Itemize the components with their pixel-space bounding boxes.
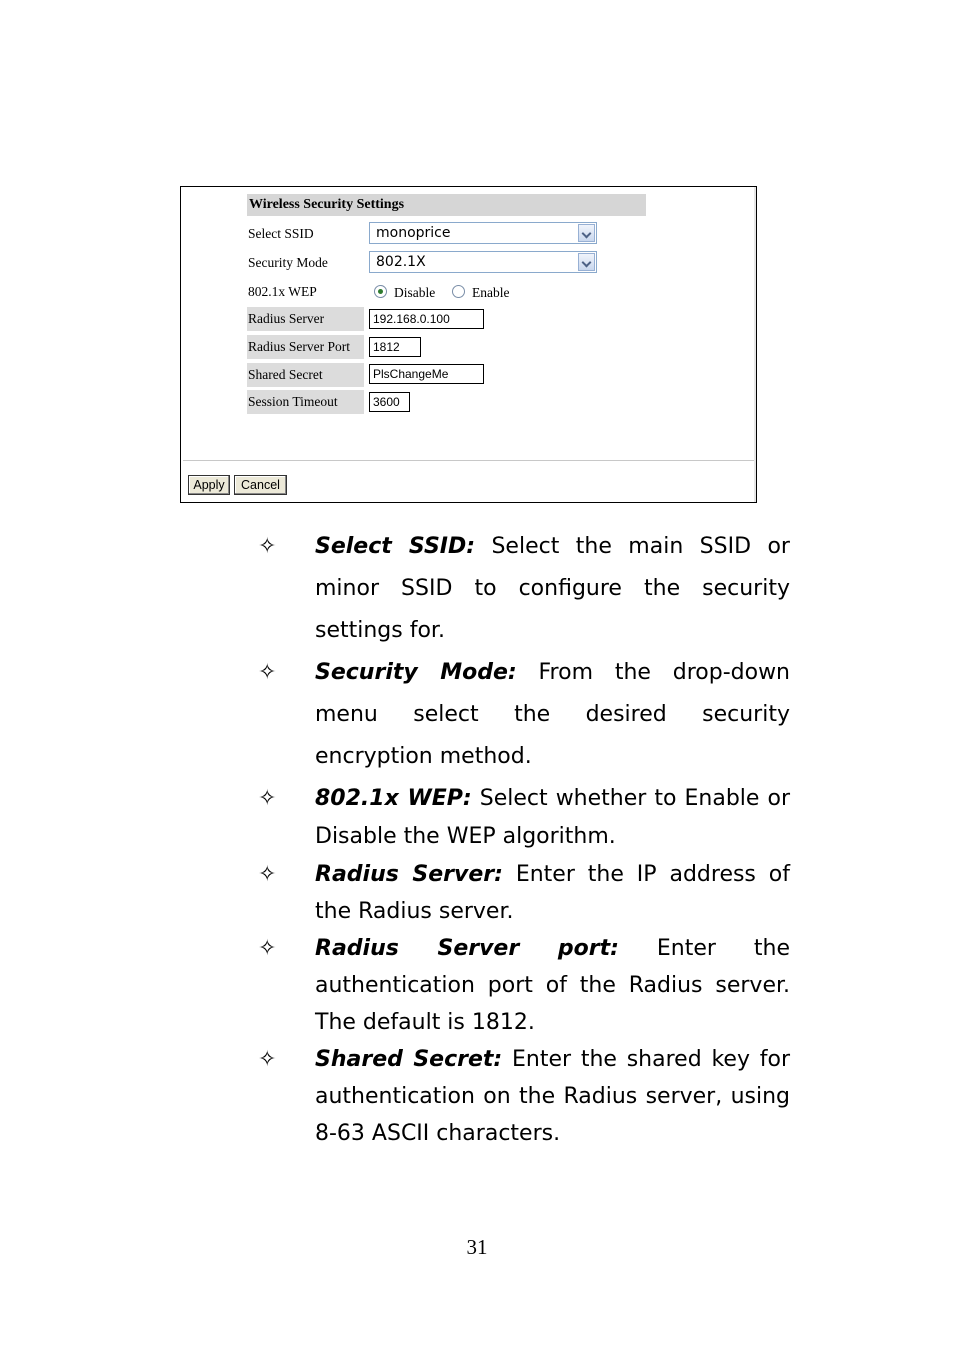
settings-description-list [258,526,790,1152]
bullet-term: Shared Secret: [315,1047,503,1072]
security-mode-value: 802.1X [376,254,426,270]
wep-enable-radio[interactable] [452,285,465,298]
wep-label: 802.1x WEP [248,284,317,299]
bullet-text: From the drop-down menu select the desired security encryption method. [315,660,791,769]
security-mode-dropdown[interactable] [369,251,597,273]
bullet-icon: ✧ [258,660,277,685]
shared-secret-label: Shared Secret [247,363,364,387]
list-item [258,526,790,652]
bullet-term: Security Mode: [315,660,517,685]
bullet-icon: ✧ [258,534,277,559]
shared-secret-input[interactable]: PlsChangeMe [369,364,484,384]
bullet-icon: ✧ [258,786,277,811]
chevron-down-icon[interactable] [578,224,595,242]
bullet-text: Enter the IP address of the Radius server. [315,862,791,924]
wep-disable-radio[interactable] [374,285,387,298]
chevron-down-icon[interactable] [578,253,595,271]
bullet-term: Radius Server: [315,862,503,887]
bullet-icon: ✧ [258,862,277,887]
bullet-text: Select the main SSID or minor SSID to configure the security settings for. [315,534,790,643]
radius-server-port-input[interactable]: 1812 [369,337,421,357]
radius-server-port-label: Radius Server Port [247,335,364,359]
wep-disable-label: Disable [394,285,436,300]
divider [183,460,754,462]
bullet-term: Radius Server port: [315,936,619,961]
bullet-term: Select SSID: [315,534,476,559]
list-item [258,1041,790,1152]
bullet-text: Select whether to Enable or Disable the WEP algorithm. [315,786,791,849]
list-item [258,930,790,1041]
wireless-security-screenshot [180,186,757,503]
radius-server-input[interactable]: 192.168.0.100 [369,309,484,329]
section-title: Wireless Security Settings [247,194,646,216]
apply-button[interactable]: Apply [188,475,230,495]
session-timeout-label: Session Timeout [247,390,364,414]
frame-edge [754,187,756,502]
bullet-text: Enter the authentication port of the Radius server. The default is 1812. [315,936,791,1035]
list-item [258,780,790,856]
bullet-term: 802.1x WEP: [315,786,472,811]
bullet-icon: ✧ [258,936,277,961]
session-timeout-input[interactable]: 3600 [369,392,410,412]
list-item [258,856,790,930]
page-number: 31 [466,1235,488,1259]
bullet-icon: ✧ [258,1047,277,1072]
select-ssid-value: monoprice [376,225,451,241]
list-item [258,652,790,778]
cancel-button[interactable]: Cancel [234,475,287,495]
bullet-text: Enter the shared key for authentication on the Radius server, using 8-63 ASCII characters. [315,1047,790,1146]
select-ssid-label: Select SSID [248,226,314,241]
radius-server-label: Radius Server [247,307,364,331]
select-ssid-dropdown[interactable] [369,222,597,244]
security-mode-label: Security Mode [248,255,328,270]
wep-enable-label: Enable [472,285,510,300]
